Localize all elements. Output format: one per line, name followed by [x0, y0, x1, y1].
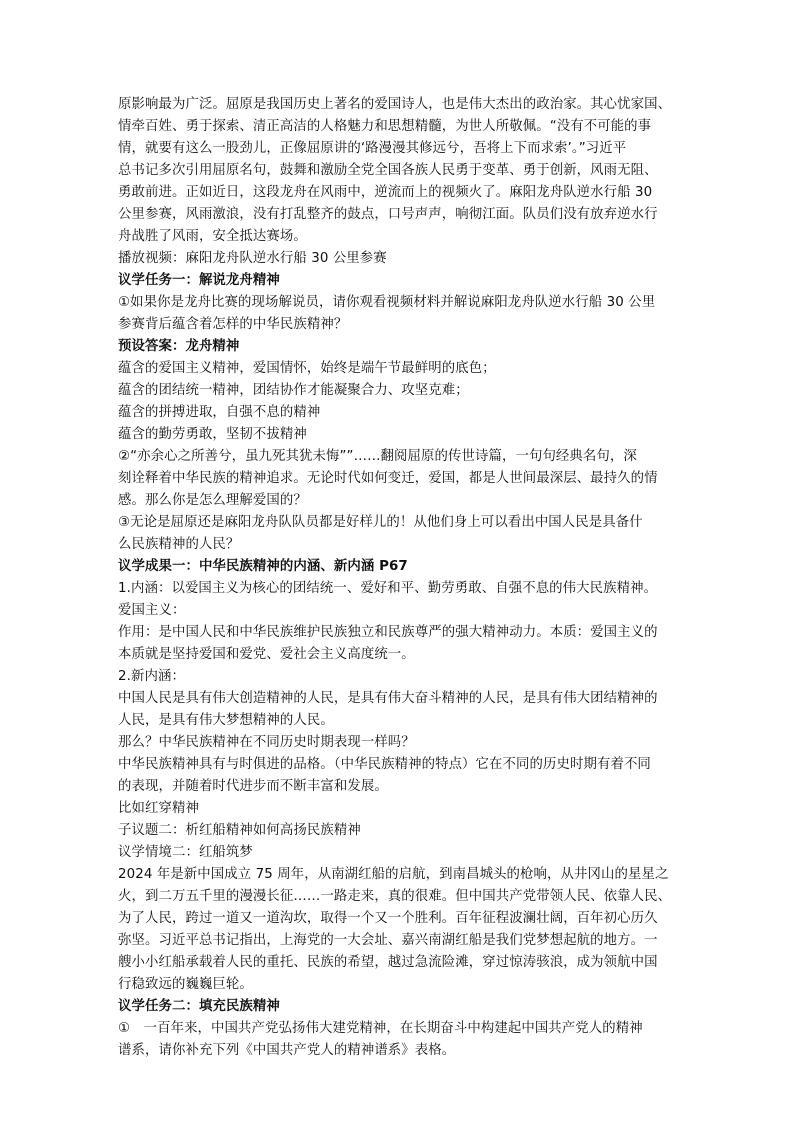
text-line: 议学情境二：红船筑梦 [118, 845, 253, 860]
text-line: 比如红穿精神 [118, 801, 199, 816]
text-line: 艘小小红船承载着人民的重托、民族的希望，越过急流险滩，穿过惊涛骇浪，成为领航中国 [118, 955, 658, 970]
text-line: 参赛背后蕴含着怎样的中华民族精神？ [118, 317, 348, 332]
text-line: 蕴含的勤劳勇敢，坚韧不拔精神 [118, 427, 307, 442]
text-line: 么民族精神的人民？ [118, 537, 240, 552]
section-heading: 预设答案：龙舟精神 [118, 339, 240, 354]
text-line: 弥坚。习近平总书记指出，上海党的一大会址、嘉兴南湖红船是我们党梦想起航的地方。一 [118, 933, 658, 948]
text-line: 中国人民是具有伟大创造精神的人民，是具有伟大奋斗精神的人民，是具有伟大团结精神的 [118, 691, 658, 706]
text-line: 的表现，并随着时代进步而不断丰富和发展。 [118, 779, 388, 794]
text-line: 情牵百姓、勇于探索、清正高洁的人格魅力和思想精髓，为世人所敬佩。“没有不可能的事 [118, 119, 652, 134]
text-line: 子议题二：析红船精神如何高扬民族精神 [118, 823, 361, 838]
text-line: 勇敢前进。正如近日，这段龙舟在风雨中，逆流而上的视频火了。麻阳龙舟队逆水行船 30 [118, 185, 653, 200]
text-line: 1.内涵：以爱国主义为核心的团结统一、爱好和平、勤劳勇敢、自强不息的伟大民族精神。 [118, 581, 658, 596]
document-page [118, 94, 678, 1062]
text-line: 本质就是坚持爱国和爱党、爱社会主义高度统一。 [118, 647, 415, 662]
text-line: 公里参赛，风雨激浪，没有打乱整齐的鼓点，口号声声，响彻江面。队员们没有放弃逆水行 [118, 207, 658, 222]
text-line: 为了人民，跨过一道又一道沟坎，取得一个又一个胜利。百年征程波澜壮阔，百年初心历久 [118, 911, 658, 926]
text-line: 那么？中华民族精神在不同历史时期表现一样吗？ [118, 735, 415, 750]
text-line: ①如果你是龙舟比赛的现场解说员，请你观看视频材料并解说麻阳龙舟队逆水行船 30 公里 [118, 295, 656, 310]
text-line: 蕴含的团结统一精神，团结协作才能凝聚合力、攻坚克难； [118, 383, 469, 398]
text-line: ① 一百年来，中国共产党弘扬伟大建党精神，在长期奋斗中构建起中国共产党人的精神 [118, 1021, 643, 1036]
text-line: ③无论是屈原还是麻阳龙舟队队员都是好样儿的！从他们身上可以看出中国人民是具备什 [118, 515, 643, 530]
text-line: 爱国主义： [118, 603, 186, 618]
text-line: 总书记多次引用屈原名句，鼓舞和激励全党全国各族人民勇于变革、勇于创新，风雨无阻、 [118, 163, 658, 178]
section-heading: 议学任务二：填充民族精神 [118, 999, 280, 1014]
text-line: 作用：是中国人民和中华民族维护民族独立和民族尊严的强大精神动力。本质：爱国主义的 [118, 625, 658, 640]
text-line: 谱系，请你补充下列《中国共产党人的精神谱系》表格。 [118, 1043, 456, 1058]
text-line: 2024 年是新中国成立 75 周年，从南湖红船的启航，到南昌城头的枪响，从井冈山的星星之 [118, 867, 669, 882]
text-line: 播放视频：麻阳龙舟队逆水行船 30 公里参赛 [118, 251, 387, 266]
text-line: 感。那么你是怎么理解爱国的？ [118, 493, 307, 508]
section-heading: 议学成果一：中华民族精神的内涵、新内涵 P67 [118, 559, 408, 574]
text-line: 蕴含的拼搏进取，自强不息的精神 [118, 405, 321, 420]
text-line: 蕴含的爱国主义精神，爱国情怀，始终是端午节最鲜明的底色； [118, 361, 496, 376]
text-line: 2.新内涵： [118, 669, 185, 684]
text-line: 原影响最为广泛。屈原是我国历史上著名的爱国诗人，也是伟大杰出的政治家。其心忧家国、 [118, 97, 672, 112]
text-line: 人民，是具有伟大梦想精神的人民。 [118, 713, 334, 728]
text-line: 中华民族精神具有与时俱进的品格。（中华民族精神的特点）它在不同的历史时期有着不同 [118, 757, 651, 772]
text-line: 刻诠释着中华民族的精神追求。无论时代如何变迁，爱国，都是人世间最深层、最持久的情 [118, 471, 658, 486]
section-heading: 议学任务一：解说龙舟精神 [118, 273, 280, 288]
text-line: 舟战胜了风雨，安全抵达赛场。 [118, 229, 307, 244]
text-line: 火，到二万五千里的漫漫长征……一路走来，真的很难。但中国共产党带领人民、依靠人民、 [118, 889, 672, 904]
text-line: ②“亦余心之所善兮，虽九死其犹未悔””……翻阅屈原的传世诗篇，一句句经典名句，深 [118, 449, 637, 464]
text-line: 行稳致远的巍巍巨轮。 [118, 977, 253, 992]
text-line: 情，就要有这么一股劲儿，正像屈原讲的‘路漫漫其修远兮，吾将上下而求索’。”习近平 [118, 141, 627, 156]
